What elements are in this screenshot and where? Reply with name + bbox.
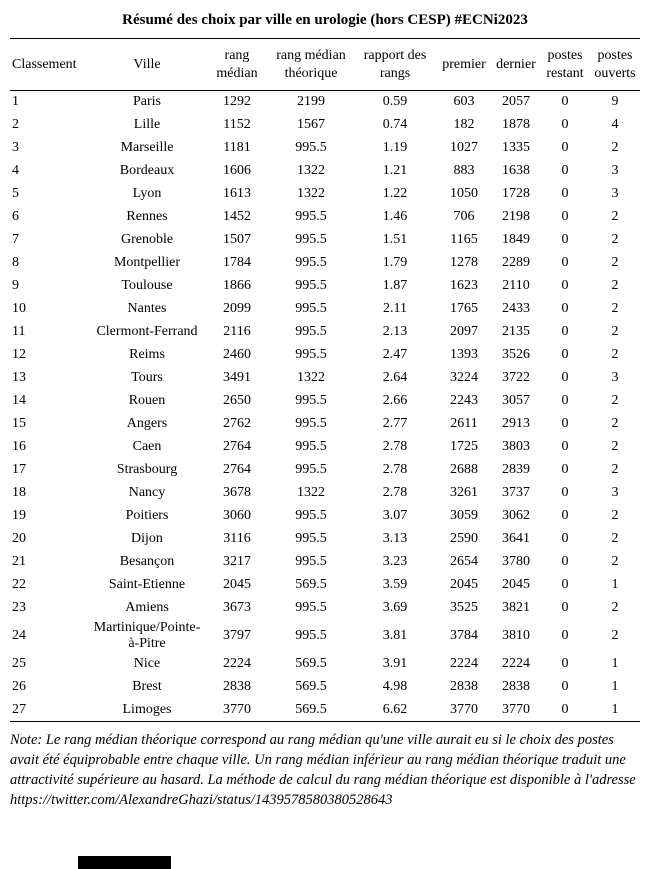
- table-cell: 16: [12, 439, 26, 455]
- table-cell: 0: [561, 347, 569, 363]
- table-cell: 0: [561, 701, 569, 717]
- table-cell: Poitiers: [125, 508, 169, 524]
- bottom-black-bar: [78, 856, 171, 869]
- table-cell: 4: [611, 117, 619, 133]
- table-cell: 3: [611, 186, 619, 202]
- table-cell: 0: [561, 577, 569, 593]
- table-cell: 3059: [450, 508, 478, 524]
- table-cell: Caen: [132, 439, 162, 455]
- table-cell: 1322: [297, 370, 325, 386]
- table-cell: 995.5: [295, 416, 327, 432]
- table-cell: Martinique/Pointe-à-Pitre: [93, 620, 201, 652]
- table-cell: Besançon: [119, 554, 175, 570]
- table-cell: 8: [12, 255, 19, 271]
- column-header: Classement: [10, 39, 88, 91]
- table-cell: 569.5: [295, 701, 327, 717]
- table-cell: 2224: [450, 655, 478, 671]
- table-cell: 1278: [450, 255, 478, 271]
- table-cell: 1322: [297, 485, 325, 501]
- table-cell: 0: [561, 485, 569, 501]
- table-cell: 1292: [223, 94, 251, 110]
- table-cell: 2045: [502, 577, 530, 593]
- table-row: [10, 698, 640, 722]
- table-cell: 2: [611, 209, 619, 225]
- table-row: [10, 252, 640, 275]
- table-cell: 2839: [502, 462, 530, 478]
- table-cell: 14: [12, 393, 26, 409]
- table-cell: 3780: [502, 554, 530, 570]
- table-cell: 3770: [502, 701, 530, 717]
- table-cell: 3217: [223, 554, 251, 570]
- table-cell: 3526: [502, 347, 530, 363]
- table-cell: 995.5: [295, 439, 327, 455]
- table-cell: 995.5: [295, 462, 327, 478]
- table-cell: 4: [12, 163, 19, 179]
- table-cell: 5: [12, 186, 19, 202]
- table-cell: 25: [12, 655, 26, 671]
- table-cell: 995.5: [295, 140, 327, 156]
- table-cell: 2: [611, 554, 619, 570]
- table-cell: Nancy: [128, 485, 166, 501]
- table-head-row: [10, 39, 640, 91]
- table-row: [10, 160, 640, 183]
- table-cell: 0: [561, 278, 569, 294]
- table-cell: 1613: [223, 186, 251, 202]
- table-cell: Toulouse: [121, 278, 173, 294]
- table-cell: 2045: [450, 577, 478, 593]
- table-cell: 3261: [450, 485, 478, 501]
- table-cell: 3116: [223, 531, 251, 547]
- table-cell: 2590: [450, 531, 478, 547]
- table-cell: 1050: [450, 186, 478, 202]
- table-cell: Strasbourg: [116, 462, 178, 478]
- table-cell: 1027: [450, 140, 478, 156]
- note-text: Note: Le rang médian théorique correspond au rang médian qu'une ville aurait eu si le choix des postes avait été équiprobable entre chaque ville. Un rang médian inférieur au rang médian théorique traduit une attractivité supérieure au hasard. La méthode de calcul du rang médian théorique est disponible à l'adresse: [10, 732, 636, 789]
- table-cell: 1: [611, 678, 619, 694]
- table-cell: 995.5: [295, 531, 327, 547]
- table-cell: 0: [561, 255, 569, 271]
- table-cell: 2762: [223, 416, 251, 432]
- table-cell: 18: [12, 485, 26, 501]
- table-cell: 2913: [502, 416, 530, 432]
- table-cell: 0: [561, 186, 569, 202]
- table-cell: 1765: [450, 301, 478, 317]
- table-row: [10, 482, 640, 505]
- table-cell: 0: [561, 655, 569, 671]
- table-row: [10, 413, 640, 436]
- column-header: Ville: [88, 39, 206, 91]
- table-cell: 3.69: [382, 600, 408, 616]
- table-cell: 2764: [223, 439, 251, 455]
- table-cell: 9: [12, 278, 19, 294]
- table-row: [10, 344, 640, 367]
- table-cell: 1322: [297, 163, 325, 179]
- column-header: dernier: [492, 39, 540, 91]
- table-cell: 12: [12, 347, 26, 363]
- table-cell: Grenoble: [120, 232, 174, 248]
- table-cell: 706: [453, 209, 475, 225]
- table-cell: 3060: [223, 508, 251, 524]
- table-cell: Lille: [133, 117, 161, 133]
- table-cell: 2116: [223, 324, 251, 340]
- table-cell: 2198: [502, 209, 530, 225]
- table-cell: 3770: [450, 701, 478, 717]
- table-cell: 995.5: [295, 554, 327, 570]
- table-cell: 24: [12, 628, 26, 644]
- table-cell: 6.62: [382, 701, 408, 717]
- table-header: [10, 39, 640, 91]
- table-cell: 2838: [502, 678, 530, 694]
- table-cell: Dijon: [131, 531, 163, 547]
- table-cell: 3.91: [382, 655, 408, 671]
- table-row: [10, 675, 640, 698]
- table-cell: 3737: [502, 485, 530, 501]
- table-cell: 2.66: [382, 393, 408, 409]
- table-row: [10, 229, 640, 252]
- table-cell: 3224: [450, 370, 478, 386]
- table-cell: 10: [12, 301, 26, 317]
- table-cell: 995.5: [295, 232, 327, 248]
- table-cell: 1638: [502, 163, 530, 179]
- table-cell: 0: [561, 370, 569, 386]
- table-row: [10, 528, 640, 551]
- table-cell: 2.13: [382, 324, 408, 340]
- results-table: [10, 38, 640, 722]
- column-header: postes restant: [540, 39, 590, 91]
- table-cell: 2: [611, 278, 619, 294]
- table-row: [10, 114, 640, 137]
- table-cell: 1.51: [382, 232, 408, 248]
- table-cell: 1: [611, 701, 619, 717]
- table-cell: 0: [561, 393, 569, 409]
- table-cell: 3673: [223, 600, 251, 616]
- table-cell: 3770: [223, 701, 251, 717]
- table-cell: 2135: [502, 324, 530, 340]
- table-cell: 0.74: [382, 117, 408, 133]
- table-cell: Rennes: [126, 209, 168, 225]
- table-cell: 2110: [502, 278, 530, 294]
- table-cell: 2654: [450, 554, 478, 570]
- table-cell: Rouen: [128, 393, 166, 409]
- note-url: https://twitter.com/AlexandreGhazi/status/1439578580380528643: [10, 792, 393, 809]
- table-cell: 2.11: [383, 301, 407, 317]
- table-cell: 9: [611, 94, 619, 110]
- table-cell: 2289: [502, 255, 530, 271]
- table-row: [10, 367, 640, 390]
- table-cell: 995.5: [295, 278, 327, 294]
- table-cell: 3810: [502, 628, 530, 644]
- table-cell: 1784: [223, 255, 251, 271]
- table-cell: 3.23: [382, 554, 408, 570]
- table-cell: Tours: [131, 370, 163, 386]
- table-cell: Lyon: [132, 186, 162, 202]
- table-cell: 2: [611, 600, 619, 616]
- table-row: [10, 298, 640, 321]
- table-cell: 2764: [223, 462, 251, 478]
- table-row: [10, 390, 640, 413]
- table-cell: 995.5: [295, 508, 327, 524]
- table-cell: Nice: [133, 655, 161, 671]
- table-cell: 0: [561, 140, 569, 156]
- table-cell: 2460: [223, 347, 251, 363]
- table-cell: 2: [12, 117, 19, 133]
- table-cell: Reims: [129, 347, 165, 363]
- column-header: rang médian théorique: [268, 39, 354, 91]
- table-cell: 182: [453, 117, 475, 133]
- table-row: [10, 459, 640, 482]
- table-cell: 995.5: [295, 301, 327, 317]
- table-cell: 3: [611, 370, 619, 386]
- table-cell: 6: [12, 209, 19, 225]
- table-cell: 569.5: [295, 655, 327, 671]
- table-cell: 995.5: [295, 628, 327, 644]
- table-cell: 2838: [450, 678, 478, 694]
- table-cell: 1322: [297, 186, 325, 202]
- table-cell: 1866: [223, 278, 251, 294]
- table-cell: 1335: [502, 140, 530, 156]
- table-cell: 1: [12, 94, 19, 110]
- table-title: Résumé des choix par ville en urologie (hors CESP) #ECNi2023: [122, 12, 528, 28]
- table-cell: 2838: [223, 678, 251, 694]
- table-cell: 17: [12, 462, 26, 478]
- table-cell: 2: [611, 347, 619, 363]
- table-cell: 0: [561, 117, 569, 133]
- table-cell: 0: [561, 94, 569, 110]
- table-cell: 2.64: [382, 370, 408, 386]
- table-cell: 3062: [502, 508, 530, 524]
- table-cell: 1606: [223, 163, 251, 179]
- table-cell: 27: [12, 701, 26, 717]
- table-cell: 1165: [450, 232, 478, 248]
- table-cell: 26: [12, 678, 26, 694]
- table-cell: 1.46: [382, 209, 408, 225]
- table-row: [10, 505, 640, 528]
- table-cell: 569.5: [295, 577, 327, 593]
- table-cell: 603: [453, 94, 475, 110]
- table-cell: 0: [561, 531, 569, 547]
- table-cell: 1.87: [382, 278, 408, 294]
- table-cell: Amiens: [125, 600, 169, 616]
- table-cell: 1.79: [382, 255, 408, 271]
- table-cell: 3057: [502, 393, 530, 409]
- table-cell: 3678: [223, 485, 251, 501]
- table-cell: 0: [561, 301, 569, 317]
- table-cell: 1849: [502, 232, 530, 248]
- table-cell: 1452: [223, 209, 251, 225]
- table-cell: 2045: [223, 577, 251, 593]
- table-cell: Nantes: [127, 301, 167, 317]
- table-cell: 20: [12, 531, 26, 547]
- table-cell: 2.78: [382, 439, 408, 455]
- table-cell: 3: [611, 485, 619, 501]
- table-cell: 2.78: [382, 462, 408, 478]
- table-cell: 3.59: [382, 577, 408, 593]
- table-cell: 23: [12, 600, 26, 616]
- table-cell: 3.07: [382, 508, 408, 524]
- table-cell: Marseille: [120, 140, 174, 156]
- table-cell: 2: [611, 232, 619, 248]
- table-cell: 995.5: [295, 393, 327, 409]
- table-cell: 2.47: [382, 347, 408, 363]
- table-cell: 0: [561, 554, 569, 570]
- table-cell: 0: [561, 628, 569, 644]
- table-row: [10, 206, 640, 229]
- table-cell: 0: [561, 232, 569, 248]
- table-cell: 2243: [450, 393, 478, 409]
- table-cell: Limoges: [122, 701, 172, 717]
- table-cell: 2: [611, 462, 619, 478]
- table-cell: 1152: [223, 117, 251, 133]
- table-row: [10, 574, 640, 597]
- table-cell: 2224: [502, 655, 530, 671]
- table-cell: 3.81: [382, 628, 408, 644]
- table-row: [10, 436, 640, 459]
- table-cell: 2688: [450, 462, 478, 478]
- table-cell: Angers: [126, 416, 168, 432]
- table-cell: Clermont-Ferrand: [96, 324, 198, 340]
- table-cell: 2650: [223, 393, 251, 409]
- table-cell: 995.5: [295, 600, 327, 616]
- table-cell: 1.21: [382, 163, 408, 179]
- table-cell: 2: [611, 508, 619, 524]
- table-cell: 3641: [502, 531, 530, 547]
- table-cell: 2611: [450, 416, 478, 432]
- table-cell: 3797: [223, 628, 251, 644]
- table-cell: Montpellier: [113, 255, 181, 271]
- table-row: [10, 620, 640, 652]
- table-cell: 2097: [450, 324, 478, 340]
- table-cell: 2.78: [382, 485, 408, 501]
- table-cell: 2: [611, 140, 619, 156]
- table-cell: 569.5: [295, 678, 327, 694]
- table-cell: 1725: [450, 439, 478, 455]
- table-cell: 1393: [450, 347, 478, 363]
- table-cell: 3803: [502, 439, 530, 455]
- table-row: [10, 551, 640, 574]
- table-cell: 2199: [297, 94, 325, 110]
- table-cell: 4.98: [382, 678, 408, 694]
- column-header: premier: [436, 39, 492, 91]
- table-cell: 3525: [450, 600, 478, 616]
- table-row: [10, 183, 640, 206]
- table-cell: 3: [12, 140, 19, 156]
- table-cell: 1567: [297, 117, 325, 133]
- table-cell: 0: [561, 462, 569, 478]
- table-cell: 0: [561, 600, 569, 616]
- table-body: [10, 91, 640, 722]
- table-cell: 3784: [450, 628, 478, 644]
- table-cell: 13: [12, 370, 26, 386]
- table-cell: 2: [611, 439, 619, 455]
- table-cell: 2: [611, 324, 619, 340]
- column-header: postes ouverts: [590, 39, 640, 91]
- table-cell: 0.59: [382, 94, 408, 110]
- table-cell: 2: [611, 393, 619, 409]
- table-cell: 3.13: [382, 531, 408, 547]
- table-cell: 1181: [223, 140, 251, 156]
- table-cell: 1507: [223, 232, 251, 248]
- table-cell: Bordeaux: [119, 163, 175, 179]
- table-cell: 1.22: [382, 186, 408, 202]
- table-row: [10, 137, 640, 160]
- table-cell: Brest: [132, 678, 162, 694]
- table-cell: 995.5: [295, 347, 327, 363]
- table-cell: 0: [561, 209, 569, 225]
- table-cell: 2224: [223, 655, 251, 671]
- table-cell: 2099: [223, 301, 251, 317]
- table-cell: 1.19: [382, 140, 408, 156]
- table-cell: 22: [12, 577, 26, 593]
- table-cell: 2: [611, 301, 619, 317]
- table-cell: 2: [611, 628, 619, 644]
- table-cell: 0: [561, 416, 569, 432]
- table-cell: 0: [561, 324, 569, 340]
- table-row: [10, 597, 640, 620]
- table-cell: Saint-Etienne: [108, 577, 186, 593]
- table-cell: 3722: [502, 370, 530, 386]
- table-cell: 2057: [502, 94, 530, 110]
- table-row: [10, 652, 640, 675]
- table-cell: 2.77: [382, 416, 408, 432]
- table-cell: 1728: [502, 186, 530, 202]
- table-cell: 2433: [502, 301, 530, 317]
- table-cell: 19: [12, 508, 26, 524]
- table-cell: 3: [611, 163, 619, 179]
- table-row: [10, 91, 640, 115]
- table-cell: 1: [611, 655, 619, 671]
- table-cell: 1623: [450, 278, 478, 294]
- table-cell: 21: [12, 554, 26, 570]
- table-cell: 3491: [223, 370, 251, 386]
- table-cell: Paris: [133, 94, 161, 110]
- column-header: rang médian: [206, 39, 268, 91]
- table-cell: 0: [561, 439, 569, 455]
- table-cell: 995.5: [295, 255, 327, 271]
- table-cell: 0: [561, 678, 569, 694]
- table-cell: 995.5: [295, 209, 327, 225]
- table-cell: 1: [611, 577, 619, 593]
- table-cell: 0: [561, 163, 569, 179]
- table-cell: 883: [453, 163, 475, 179]
- table-cell: 1878: [502, 117, 530, 133]
- table-cell: 2: [611, 531, 619, 547]
- table-row: [10, 321, 640, 344]
- table-cell: 11: [12, 324, 26, 340]
- table-cell: 15: [12, 416, 26, 432]
- table-cell: 0: [561, 508, 569, 524]
- table-cell: 3821: [502, 600, 530, 616]
- table-cell: 2: [611, 255, 619, 271]
- column-header: rapport des rangs: [354, 39, 436, 91]
- table-cell: 995.5: [295, 324, 327, 340]
- table-cell: 7: [12, 232, 19, 248]
- table-row: [10, 275, 640, 298]
- table-cell: 2: [611, 416, 619, 432]
